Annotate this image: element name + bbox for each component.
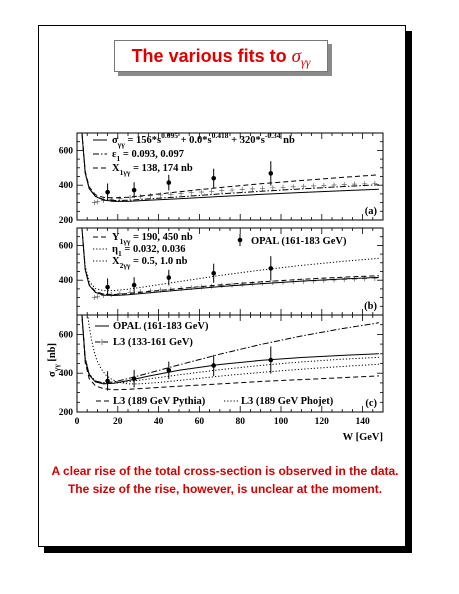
opal-point xyxy=(167,180,172,185)
opal-point xyxy=(211,176,216,181)
l3-point xyxy=(250,186,255,191)
l3-point xyxy=(95,294,100,299)
slide-title: The various fits to xyxy=(131,46,292,66)
l3-point xyxy=(291,184,296,189)
legend-phojet-label: L3 (189 GeV Phojet) xyxy=(241,396,334,407)
x-tick-label: 20 xyxy=(113,417,123,427)
opal-point xyxy=(132,376,137,381)
slide-caption: A clear rise of the total cross-section is observed in the data. The size of the rise, however, is unclear at the moment. xyxy=(51,464,399,496)
l3-point xyxy=(138,194,143,199)
l3-point xyxy=(270,185,275,190)
l3-point xyxy=(311,183,316,188)
legend-entry-a: ε1 = 0.093, 0.097 xyxy=(112,149,184,163)
opal-point xyxy=(132,188,137,193)
title-sigma: σ xyxy=(291,46,301,67)
y-tick-label: 400 xyxy=(58,276,73,287)
l3-point xyxy=(219,188,224,193)
x-tick-label: 60 xyxy=(194,417,205,427)
legend-opal-marker xyxy=(238,238,243,243)
l3-point xyxy=(230,188,235,193)
l3-point xyxy=(362,276,367,281)
title-subscript: γγ xyxy=(300,55,311,69)
x-tick-label: 40 xyxy=(153,417,164,427)
opal-point xyxy=(269,358,274,363)
x-tick-label: 80 xyxy=(235,417,245,427)
y-tick-label: 200 xyxy=(58,216,73,226)
opal-point xyxy=(269,266,274,271)
opal-point xyxy=(105,379,110,384)
l3-point xyxy=(199,189,204,194)
legend-entry-b: Y1γγ = 190, 450 nb xyxy=(112,232,193,246)
legend-entry-c: L3 (133-161 GeV) xyxy=(113,337,193,348)
l3-point xyxy=(148,193,153,198)
l3-point xyxy=(352,277,357,282)
legend-pythia-label: L3 (189 GeV Pythia) xyxy=(113,396,206,407)
opal-point xyxy=(132,283,137,288)
x-tick-label: 120 xyxy=(314,417,329,427)
l3-point xyxy=(281,185,286,190)
l3-point xyxy=(372,276,377,281)
opal-point xyxy=(105,285,110,290)
l3-point xyxy=(260,186,265,191)
x-axis-label: W [GeV] xyxy=(342,432,383,443)
l3-point xyxy=(301,184,306,189)
l3-point xyxy=(117,196,122,201)
opal-point xyxy=(269,171,274,176)
y-tick-label: 600 xyxy=(58,241,73,252)
l3-point xyxy=(332,278,337,283)
legend-entry-a: σγγ = 156*s0.095 + 0.0*s0.418 + 320*s-0.34 nb xyxy=(112,131,295,149)
x-tick-label: 0 xyxy=(74,417,80,427)
legend-opal-label: OPAL (161-183 GeV) xyxy=(251,236,347,247)
panel-label: (b) xyxy=(364,301,377,312)
y-tick-label: 600 xyxy=(58,146,73,157)
legend-entry-b: X2γγ = 0.5, 1.0 nb xyxy=(112,256,188,270)
opal-point xyxy=(211,271,216,276)
l3-point xyxy=(95,199,100,204)
x-tick-label: 140 xyxy=(355,417,370,427)
y-tick-label: 400 xyxy=(58,369,73,380)
opal-point xyxy=(211,363,216,368)
l3-point xyxy=(342,277,347,282)
l3-point xyxy=(219,283,224,288)
opal-point xyxy=(105,190,110,195)
y-tick-label: 600 xyxy=(58,330,73,341)
panel-label: (a) xyxy=(364,206,377,217)
l3-point xyxy=(92,295,97,300)
legend-entry-b: η1 = 0.032, 0.036 xyxy=(112,244,186,258)
y-axis-label: σγγ [nb] xyxy=(47,342,61,378)
l3-point xyxy=(240,187,245,192)
l3-point xyxy=(92,200,97,205)
opal-point xyxy=(167,275,172,280)
y-tick-label: 400 xyxy=(58,181,73,192)
panel-label: (c) xyxy=(365,398,377,409)
l3-point xyxy=(209,189,214,194)
opal-point xyxy=(167,368,172,373)
l3-point xyxy=(230,283,235,288)
x-tick-label: 100 xyxy=(273,417,289,427)
l3-point xyxy=(158,192,163,197)
y-tick-label: 200 xyxy=(58,408,73,418)
legend-entry-a: X1γγ = 138, 174 nb xyxy=(112,163,193,177)
legend-entry-c: OPAL (161-183 GeV) xyxy=(113,321,209,332)
